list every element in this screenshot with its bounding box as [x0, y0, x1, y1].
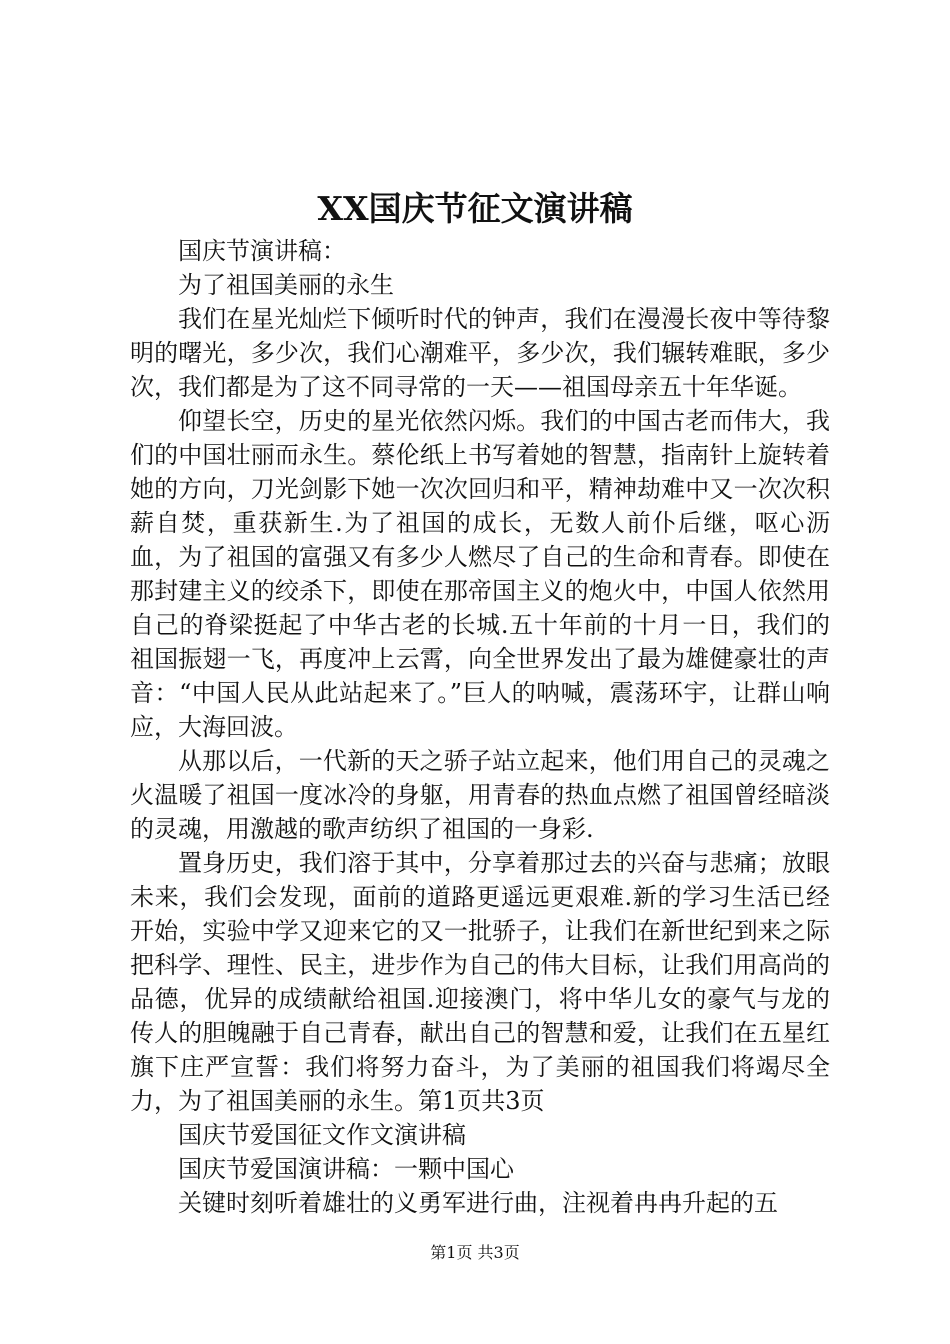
page-footer: 第1页 共3页 [430, 1243, 520, 1262]
paragraph: 从那以后，一代新的天之骄子站立起来，他们用自己的灵魂之火温暖了祖国一度冰冷的身躯，用青春的热血点燃了祖国曾经暗淡的灵魂，用激越的歌声纺织了祖国的一身彩. [130, 747, 830, 843]
paragraph: 我们在星光灿烂下倾听时代的钟声，我们在漫漫长夜中等待黎明的曙光，多少次，我们心潮难平，多少次，我们辗转难眠，多少次，我们都是为了这不同寻常的一天——祖国母亲五十年华诞。 [130, 305, 830, 401]
paragraph: 仰望长空，历史的星光依然闪烁。我们的中国古老而伟大，我们的中国壮丽而永生。蔡伦纸上书写着她的智慧，指南针上旋转着她的方向，刀光剑影下她一次次回归和平，精神劫难中又一次次积薪自焚，重获新生.为了祖国的成长，无数人前仆后继，呕心沥血，为了祖国的富强又有多少人燃尽了自己的生命和青春。即使在那封建主义的绞杀下，即使在那帝国主义的炮火中，中国人依然用自己的脊梁挺起了中华古老的长城.五十年前的十月一日，我们的祖国振翅一飞，再度冲上云霄，向全世界发出了最为雄健豪壮的声音：“中国人民从此站起来了。”巨人的呐喊，震荡环宇，让群山响应，大海回波。 [130, 407, 830, 741]
document-body [130, 234, 830, 1220]
paragraph: 置身历史，我们溶于其中，分享着那过去的兴奋与悲痛；放眼未来，我们会发现，面前的道路更遥远更艰难.新的学习生活已经开始，实验中学又迎来它的又一批骄子，让我们在新世纪到来之际把科学、理性、民主，进步作为自己的伟大目标，让我们用高尚的品德，优异的成绩献给祖国.迎接澳门，将中华儿女的豪气与龙的传人的胆魄融于自己青春，献出自己的智慧和爱，让我们在五星红旗下庄严宣誓：我们将努力奋斗，为了美丽的祖国我们将竭尽全力，为了祖国美丽的永生。第1页共3页 [130, 849, 830, 1115]
paragraph: 为了祖国美丽的永生 [178, 271, 394, 299]
paragraph: 国庆节爱国征文作文演讲稿 [178, 1121, 466, 1149]
paragraph: 国庆节爱国演讲稿：一颗中国心 [178, 1155, 514, 1183]
paragraph: 关键时刻听着雄壮的义勇军进行曲，注视着冉冉升起的五 [178, 1189, 778, 1217]
document-title: XX国庆节征文演讲稿 [317, 189, 633, 228]
paragraph: 国庆节演讲稿： [178, 237, 346, 265]
